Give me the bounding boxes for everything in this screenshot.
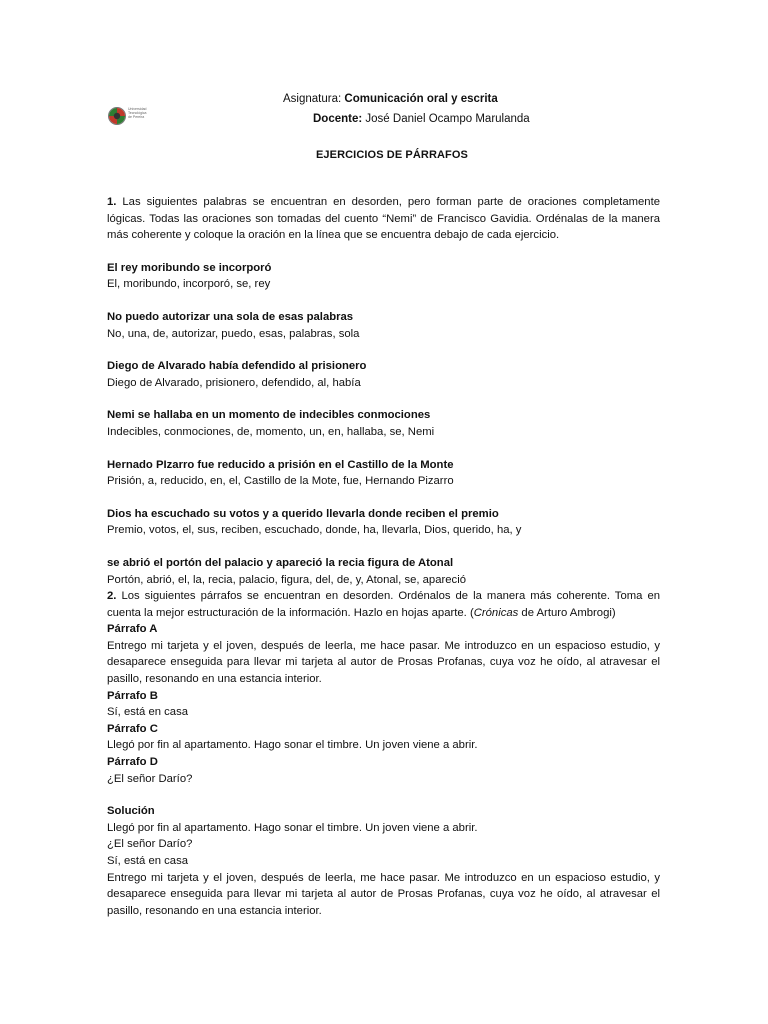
teacher-name: José Daniel Ocampo Marulanda — [365, 113, 530, 125]
solution-line: Entrego mi tarjeta y el joven, después de leerla, me hace pasar. Me introduzco en un espacioso estudio, y desaparece enseguida para llevar mi tarjeta al autor de Prosas Profanas, cuya voz he oído, al atravesar el pasillo, resonando en una estancia interior. — [107, 871, 660, 917]
exercise-words: Diego de Alvarado, prisionero, defendido, al, había — [107, 376, 361, 389]
page-title: EJERCICIOS DE PÁRRAFOS — [316, 149, 468, 161]
exercise-1-number: 1. — [107, 196, 117, 208]
exercise-words: Portón, abrió, el, la, recia, palacio, figura, del, de, y, Atonal, se, apareció — [107, 573, 466, 586]
exercise-item — [107, 506, 660, 539]
subject-label: Asignatura: — [283, 93, 342, 105]
exercise-words: Premio, votos, el, sus, reciben, escuchado, donde, ha, llevarla, Dios, querido, ha, y — [107, 524, 522, 537]
exercise-answer: se abrió el portón del palacio y apareció la recia figura de Atonal — [107, 556, 454, 569]
logo-caption: Universidad Tecnológica de Pereira — [128, 107, 147, 119]
teacher-label: Docente: — [313, 113, 363, 125]
exercise-item — [107, 407, 660, 440]
exercise-1-instructions — [107, 194, 660, 244]
spacer — [107, 787, 660, 803]
paragraph-label: Párrafo D — [107, 756, 158, 769]
paragraph-label: Párrafo C — [107, 722, 158, 735]
exercise-item — [107, 358, 660, 391]
exercise-answer: Diego de Alvarado había defendido al prisionero — [107, 360, 367, 373]
paragraph-text: Entrego mi tarjeta y el joven, después de leerla, me hace pasar. Me introduzco en un espacioso estudio, y desaparece enseguida para llevar mi tarjeta al autor de Prosas Profanas, cuya voz he oído, al atravesar el pasillo, resonando en una estancia interior. — [107, 639, 660, 686]
exercise-2-book-title: Crónicas — [473, 606, 519, 619]
exercise-item — [107, 260, 660, 293]
exercise-2-instructions — [107, 588, 660, 621]
subject-line — [283, 93, 498, 105]
paragraph-label: Párrafo A — [107, 623, 158, 636]
document-body — [107, 194, 660, 919]
paragraph-label: Párrafo B — [107, 689, 158, 702]
exercise-item — [107, 309, 660, 342]
subject-name: Comunicación oral y escrita — [344, 93, 498, 105]
paragraph-text: Sí, está en casa — [107, 706, 189, 719]
teacher-line — [313, 113, 530, 125]
exercise-answer: Nemi se hallaba en un momento de indecibles conmociones — [107, 409, 431, 422]
exercise-2-number: 2. — [107, 590, 117, 603]
exercise-answer: Hernado PIzarro fue reducido a prisión en el Castillo de la Monte — [107, 458, 454, 471]
exercise-words: Indecibles, conmociones, de, momento, un, en, hallaba, se, Nemi — [107, 425, 435, 438]
exercise-answer: Dios ha escuchado su votos y a querido llevarla donde reciben el premio — [107, 507, 499, 520]
exercise-2-text-b: de Arturo Ambrogi) — [518, 606, 616, 619]
solution-line: Sí, está en casa — [107, 855, 189, 867]
exercise-words: No, una, de, autorizar, puedo, esas, palabras, sola — [107, 327, 360, 340]
solution-line: ¿El señor Darío? — [107, 838, 193, 851]
exercise-words: El, moribundo, incorporó, se, rey — [107, 278, 271, 291]
exercise-1-text: Las siguientes palabras se encuentran en desorden, pero forman parte de oraciones completamente lógicas. Todas las oraciones son tomadas del cuento “Nemi” de Francisco Gavidia. Ordénalas de la manera más coherente y coloque la oración en la línea que se encuentra debajo de cada ejercicio. — [107, 196, 660, 242]
paragraph-text: Llegó por fin al apartamento. Hago sonar el timbre. Un joven viene a abrir. — [107, 739, 478, 752]
solution-line: Llegó por fin al apartamento. Hago sonar el timbre. Un joven viene a abrir. — [107, 821, 478, 834]
exercise-2-text-a: Los siguientes párrafos se encuentran en desorden. Ordénalos de la manera más coherente. Toma en cuenta la mejor estructuración de la información. Hazlo en hojas aparte. ( — [107, 590, 661, 619]
exercise-item — [107, 457, 660, 490]
exercise-words: Prisión, a, reducido, en, el, Castillo de la Mote, fue, Hernando Pizarro — [107, 475, 454, 488]
exercise-answer: No puedo autorizar una sola de esas palabras — [107, 310, 354, 323]
exercise-answer: El rey moribundo se incorporó — [107, 261, 272, 274]
paragraph-text: ¿El señor Darío? — [107, 772, 193, 785]
solution-label: Solución — [107, 805, 155, 818]
exercise-item — [107, 555, 660, 588]
